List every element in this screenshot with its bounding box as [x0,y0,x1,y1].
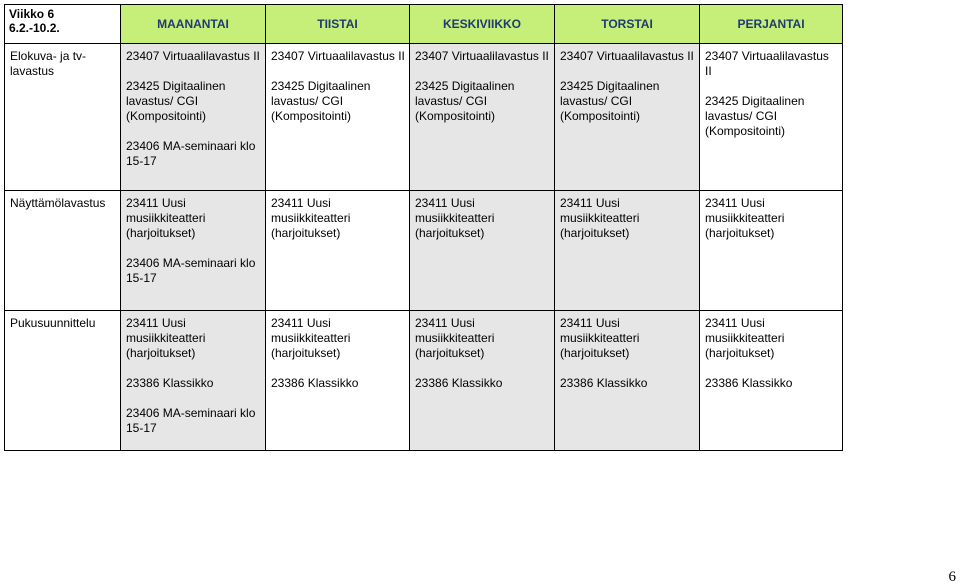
schedule-cell-thu [555,44,700,191]
entry-spacer [415,361,550,376]
schedule-cell-thu [555,191,700,311]
course-entry: 23425 Digitaalinen lavastus/ CGI (Kompositointi) [560,79,660,123]
schedule-cell-wed [410,191,555,311]
header-row [5,5,843,44]
course-entry: 23406 MA-seminaari klo 15-17 [126,139,256,168]
day-header-monday: MAANANTAI [121,5,266,44]
row-puku [5,311,843,451]
week-number: Viikko 6 [9,7,55,21]
schedule-cell-thu [555,311,700,451]
schedule-cell-wed [410,44,555,191]
entry-spacer [705,79,838,94]
entry-spacer [126,241,261,256]
course-entry: 23411 Uusi musiikkiteatteri (harjoitukset) [271,196,351,240]
schedule-cell-mon [121,311,266,451]
course-entry: 23406 MA-seminaari klo 15-17 [126,256,256,285]
course-entry: 23425 Digitaalinen lavastus/ CGI (Kompositointi) [415,79,515,123]
course-entry: 23411 Uusi musiikkiteatteri (harjoitukset) [126,316,206,360]
department-label: Pukusuunnittelu [5,311,121,451]
entry-spacer [126,64,261,79]
week-dates: 6.2.-10.2. [9,21,60,35]
course-entry: 23411 Uusi musiikkiteatteri (harjoitukset) [271,316,351,360]
course-entry: 23411 Uusi musiikkiteatteri (harjoitukset) [705,196,785,240]
course-entry: 23407 Virtuaalilavastus II [560,49,694,63]
page-number: 6 [948,569,956,585]
entry-spacer [126,361,261,376]
day-header-thursday: TORSTAI [555,5,700,44]
week-label [5,5,121,44]
course-entry: 23411 Uusi musiikkiteatteri (harjoitukset) [560,316,640,360]
course-entry: 23411 Uusi musiikkiteatteri (harjoitukset) [415,316,495,360]
course-entry: 23425 Digitaalinen lavastus/ CGI (Kompositointi) [271,79,371,123]
entry-spacer [126,391,261,406]
day-header-friday: PERJANTAI [700,5,843,44]
schedule-cell-tue [266,311,410,451]
course-entry: 23407 Virtuaalilavastus II [415,49,549,63]
course-entry: 23386 Klassikko [271,376,359,390]
day-header-tuesday: TIISTAI [266,5,410,44]
row-elokuva [5,44,843,191]
department-label: Näyttämölavastus [5,191,121,311]
course-entry: 23386 Klassikko [415,376,503,390]
department-label: Elokuva- ja tv-lavastus [5,44,121,191]
schedule-cell-wed [410,311,555,451]
course-entry: 23411 Uusi musiikkiteatteri (harjoitukset) [126,196,206,240]
row-nayttamo [5,191,843,311]
entry-spacer [705,361,838,376]
course-entry: 23411 Uusi musiikkiteatteri (harjoitukset) [560,196,640,240]
schedule-table [4,4,843,451]
schedule-cell-fri [700,44,843,191]
entry-spacer [271,64,405,79]
schedule-cell-tue [266,191,410,311]
schedule-cell-tue [266,44,410,191]
schedule-cell-mon [121,191,266,311]
entry-spacer [560,64,695,79]
schedule-cell-fri [700,311,843,451]
schedule-cell-mon [121,44,266,191]
course-entry: 23411 Uusi musiikkiteatteri (harjoitukset) [415,196,495,240]
course-entry: 23407 Virtuaalilavastus II [271,49,405,63]
course-entry: 23386 Klassikko [560,376,648,390]
course-entry: 23407 Virtuaalilavastus II [126,49,260,63]
course-entry: 23425 Digitaalinen lavastus/ CGI (Kompositointi) [705,94,805,138]
entry-spacer [560,361,695,376]
entry-spacer [126,124,261,139]
course-entry: 23425 Digitaalinen lavastus/ CGI (Kompositointi) [126,79,226,123]
course-entry: 23386 Klassikko [126,376,214,390]
course-entry: 23411 Uusi musiikkiteatteri (harjoitukset) [705,316,785,360]
course-entry: 23407 Virtuaalilavastus II [705,49,829,78]
course-entry: 23386 Klassikko [705,376,793,390]
course-entry: 23406 MA-seminaari klo 15-17 [126,406,256,435]
day-header-wednesday: KESKIVIIKKO [410,5,555,44]
entry-spacer [415,64,550,79]
schedule-cell-fri [700,191,843,311]
entry-spacer [271,361,405,376]
